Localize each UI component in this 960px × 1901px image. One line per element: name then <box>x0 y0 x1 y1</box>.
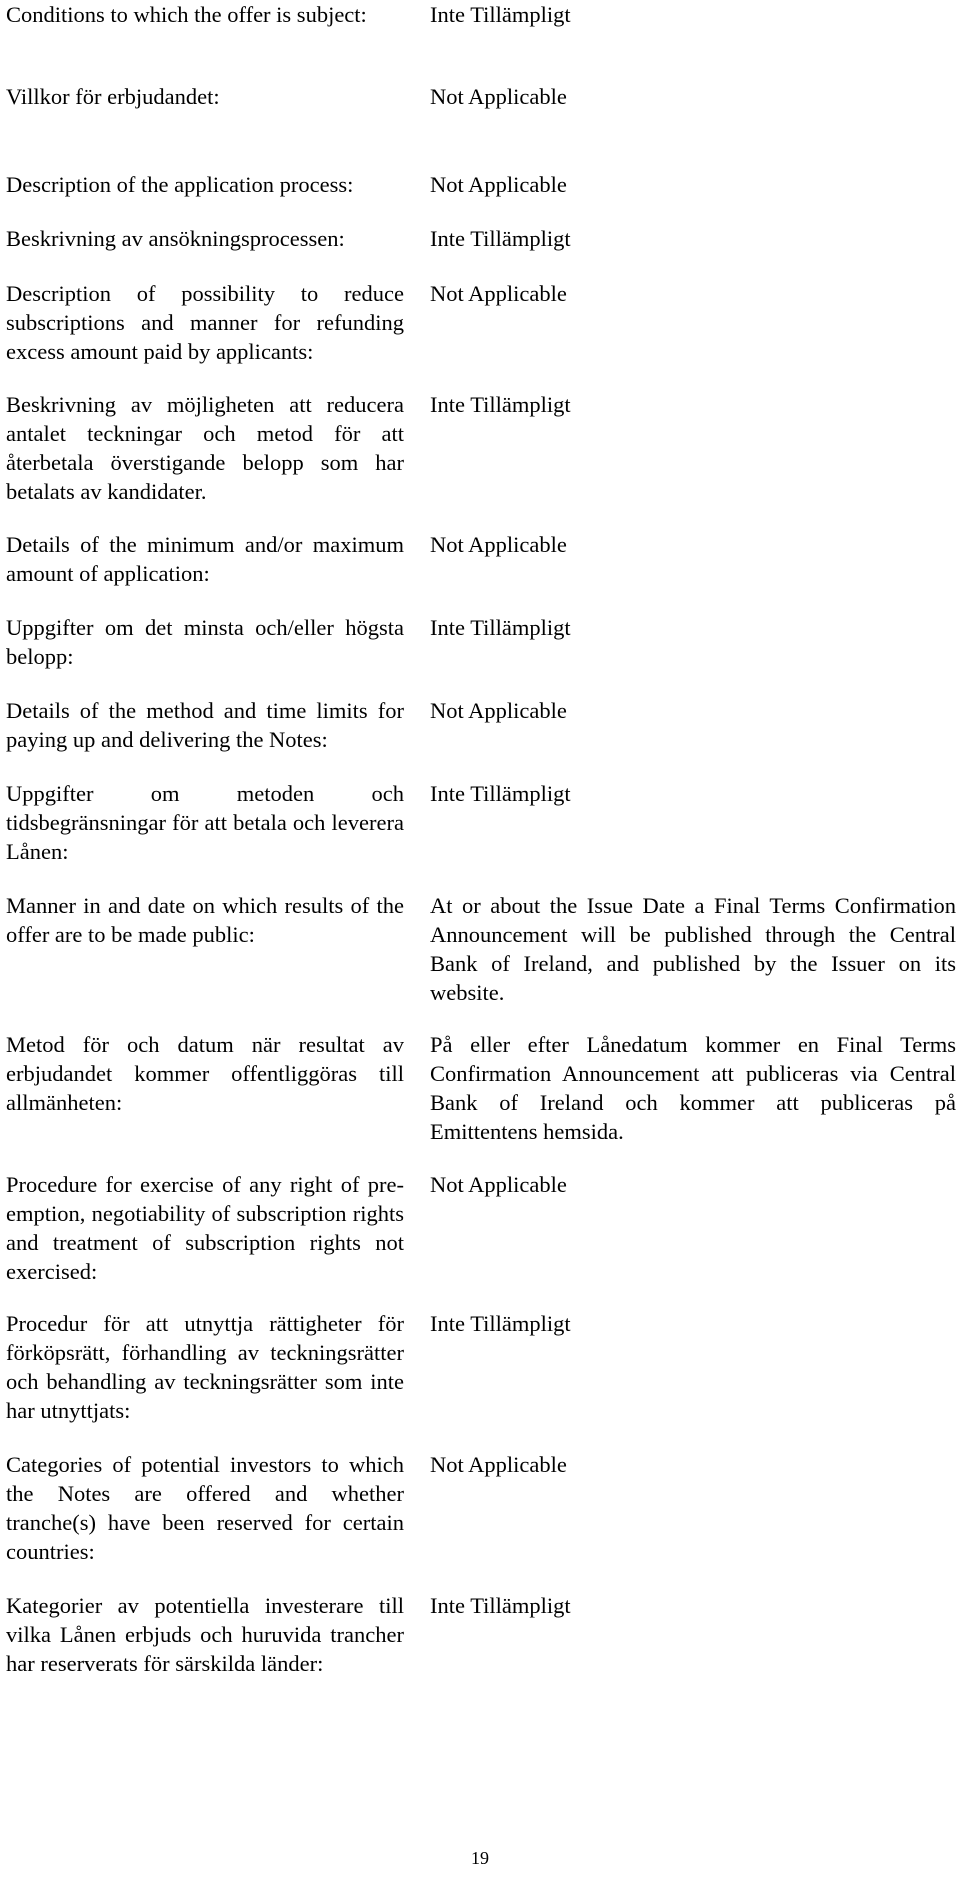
row-label: Conditions to which the offer is subject: <box>6 2 367 27</box>
row-value: Inte Tillämpligt <box>430 781 571 806</box>
row-label: Beskrivning av möjligheten att reducera antalet teckningar och metod för att återbetala överstigande belopp som har betalats av kandidater. <box>6 392 404 504</box>
row-label: Description of the application process: <box>6 172 354 197</box>
row-label: Description of possibility to reduce subscriptions and manner for refunding excess amount paid by applicants: <box>6 281 404 364</box>
row-value: Inte Tillämpligt <box>430 2 571 27</box>
row-label: Beskrivning av ansökningsprocessen: <box>6 226 345 251</box>
row-value: Not Applicable <box>430 1452 567 1477</box>
row-value: Inte Tillämpligt <box>430 392 571 417</box>
row-value: Inte Tillämpligt <box>430 1593 571 1618</box>
row-label: Uppgifter om metoden och tidsbegränsningar för att betala och leverera Lånen: <box>6 781 404 864</box>
row-label: Kategorier av potentiella investerare till vilka Lånen erbjuds och huruvida trancher har reserverats för särskilda länder: <box>6 1593 404 1676</box>
row-label: Uppgifter om det minsta och/eller högsta belopp: <box>6 615 404 669</box>
row-value: Inte Tillämpligt <box>430 226 571 251</box>
row-value: Not Applicable <box>430 172 567 197</box>
row-value: Inte Tillämpligt <box>430 1311 571 1336</box>
row-value: Not Applicable <box>430 532 567 557</box>
row-label: Procedur för att utnyttja rättigheter för förköpsrätt, förhandling av teckningsrätter och behandling av teckningsrätter som inte har utnyttjats: <box>6 1311 404 1423</box>
row-value: At or about the Issue Date a Final Terms Confirmation Announcement will be published through the Central Bank of Ireland, and published by the Issuer on its website. <box>430 893 956 1005</box>
row-value: Not Applicable <box>430 281 567 306</box>
row-label: Manner in and date on which results of the offer are to be made public: <box>6 893 404 947</box>
row-label: Categories of potential investors to which the Notes are offered and whether tranche(s) have been reserved for certain countries: <box>6 1452 404 1564</box>
page-number: 19 <box>471 1848 489 1868</box>
row-label: Metod för och datum när resultat av erbjudandet kommer offentliggöras till allmänheten: <box>6 1032 404 1115</box>
row-label: Details of the method and time limits for paying up and delivering the Notes: <box>6 698 404 752</box>
row-value: På eller efter Lånedatum kommer en Final Terms Confirmation Announcement att publiceras via Central Bank of Ireland och kommer att publiceras på Emittentens hemsida. <box>430 1032 956 1144</box>
row-label: Details of the minimum and/or maximum amount of application: <box>6 532 404 586</box>
row-value: Inte Tillämpligt <box>430 615 571 640</box>
row-label: Villkor för erbjudandet: <box>6 84 220 109</box>
row-value: Not Applicable <box>430 84 567 109</box>
row-value: Not Applicable <box>430 1172 567 1197</box>
row-value: Not Applicable <box>430 698 567 723</box>
row-label: Procedure for exercise of any right of pre-emption, negotiability of subscription rights and treatment of subscription rights not exercised: <box>6 1172 404 1284</box>
